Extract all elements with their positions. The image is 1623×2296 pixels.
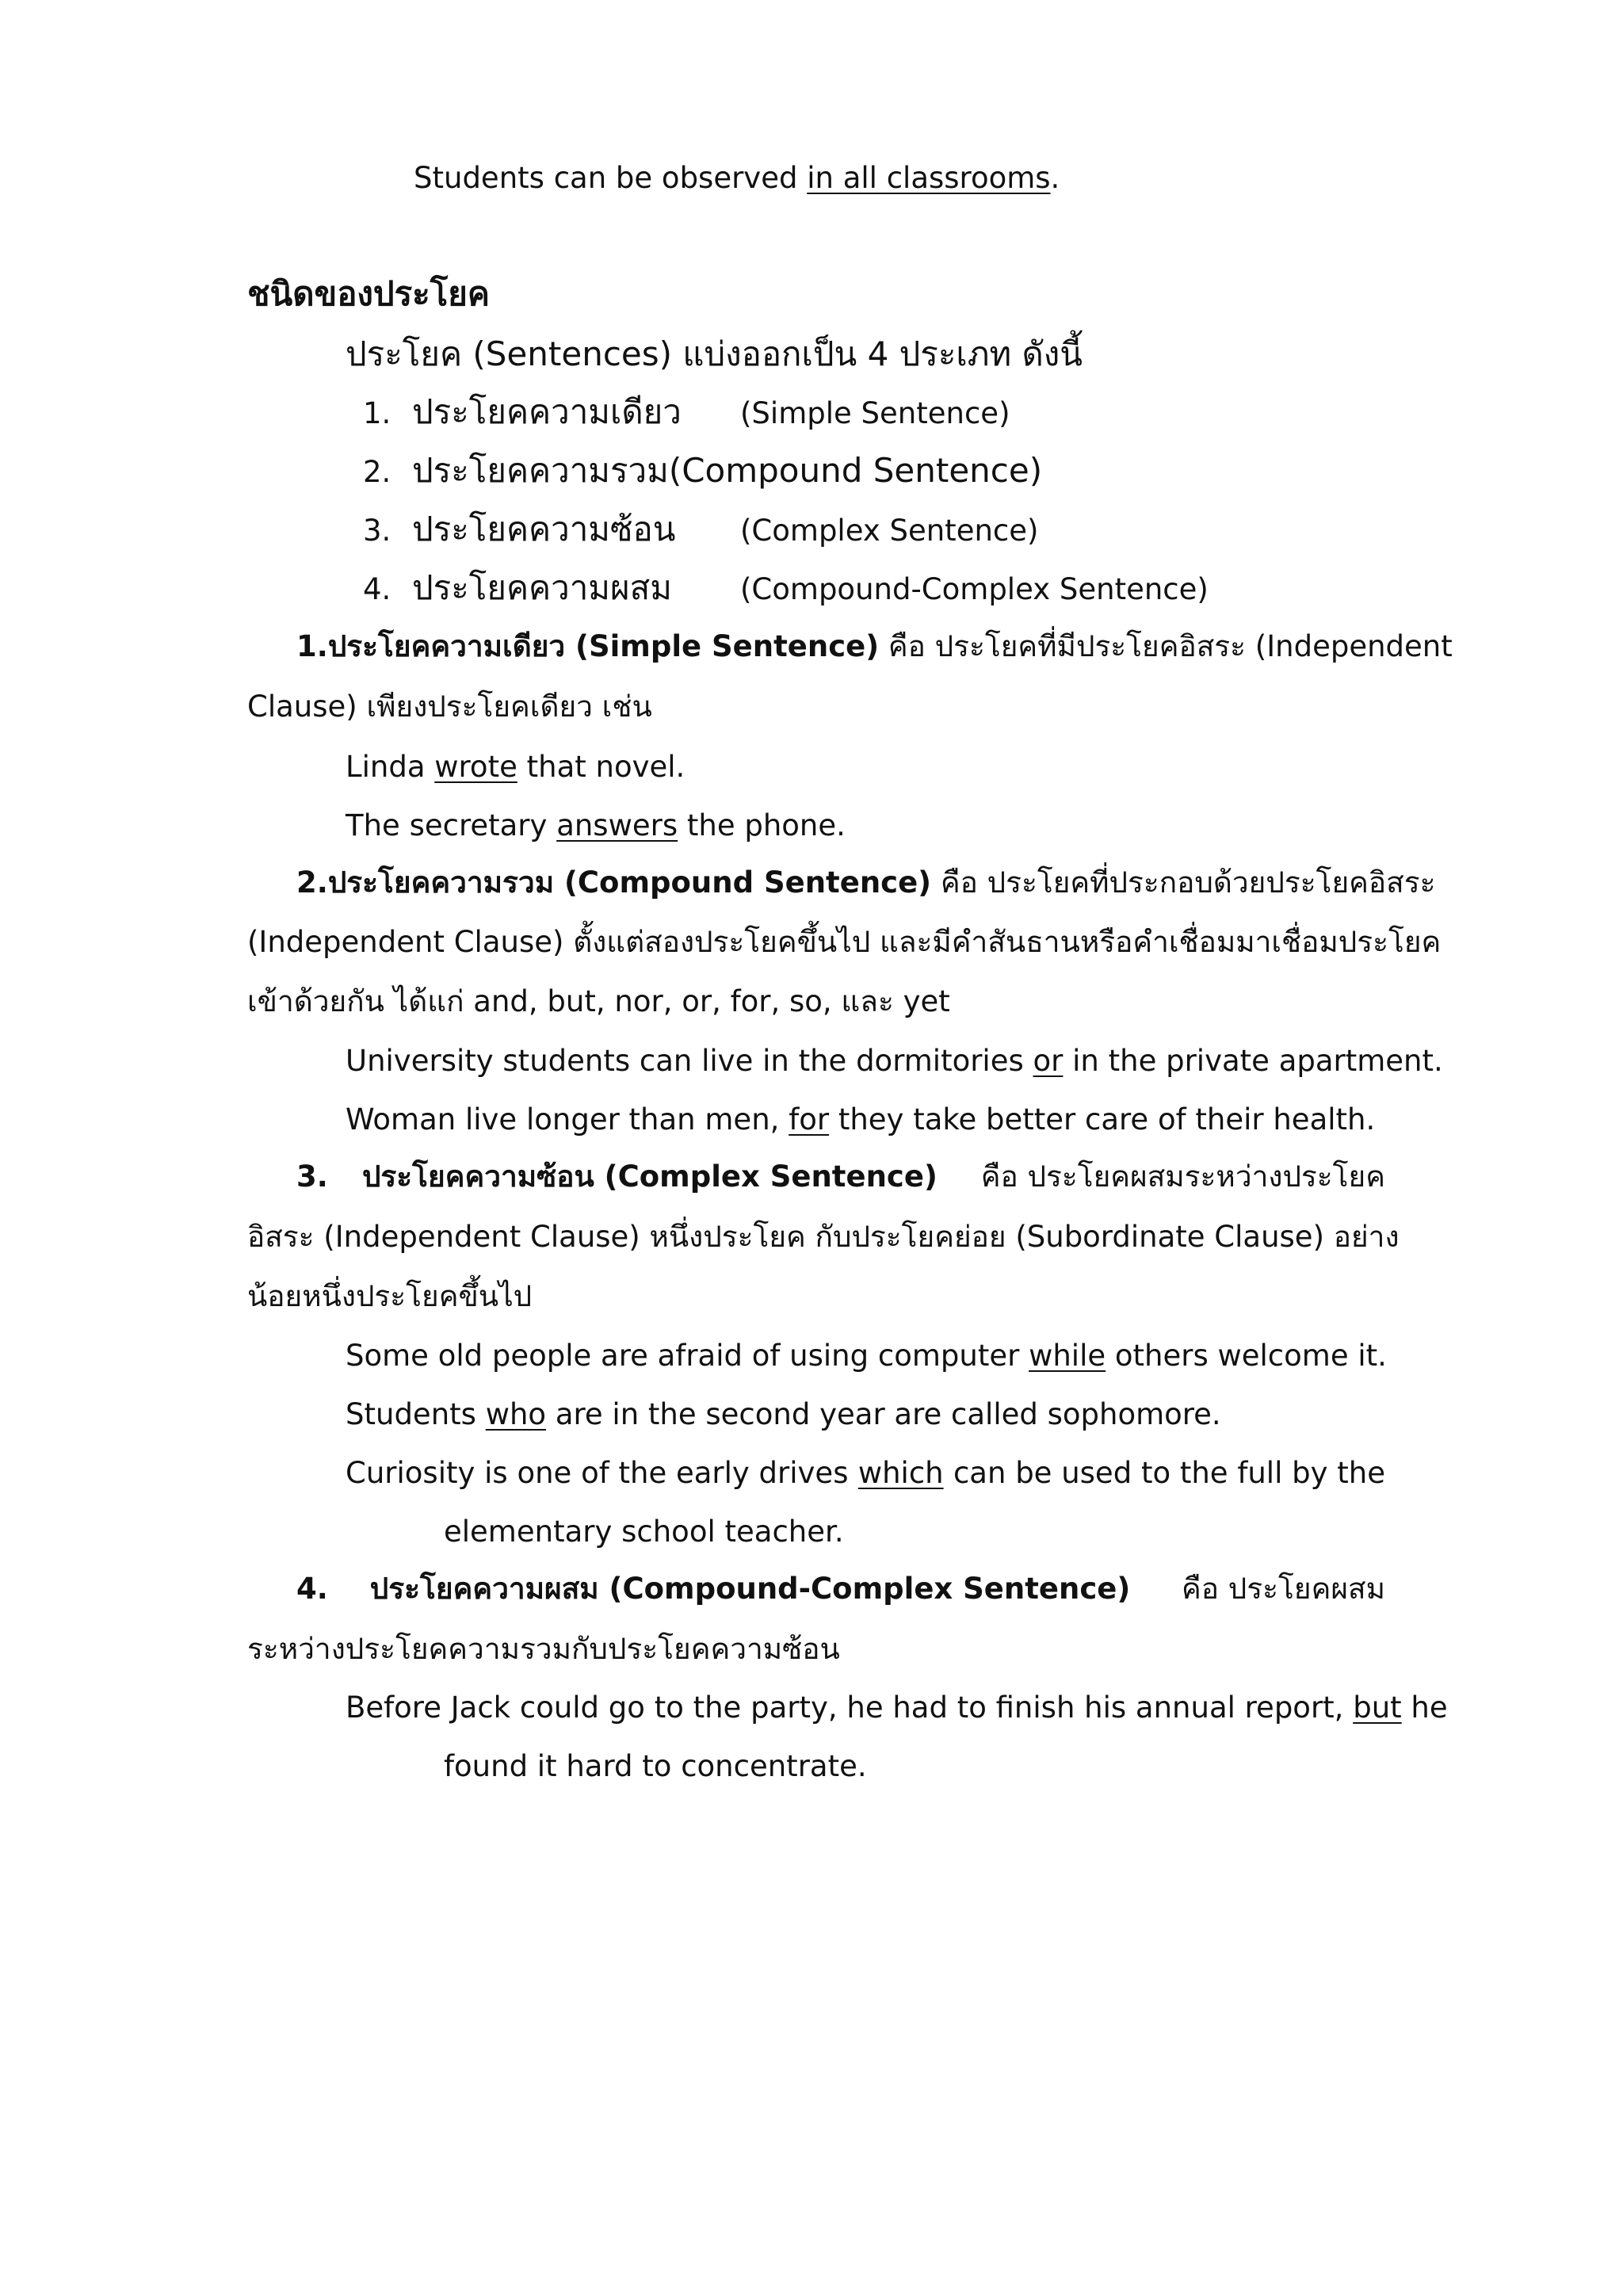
s4-rest: คือ ประโยคผสม: [1172, 1572, 1385, 1606]
list-item: [363, 457, 391, 487]
intro-underlined: in all classrooms: [807, 161, 1051, 195]
s3-example-1: Some old people are afraid of using computer while others welcome it.: [346, 1339, 1387, 1373]
list-item: [363, 572, 391, 606]
s3-example-2: Students who are in the second year are called sophomore.: [346, 1397, 1221, 1431]
s2-example-2: Woman live longer than men, for they take better care of their health.: [346, 1102, 1376, 1137]
s1-rest: คือ ประโยคที่มีประโยคอิสระ (Independent: [879, 629, 1453, 663]
list-item-th: ประโยคความรวม(Compound Sentence): [412, 451, 1043, 490]
section-heading: ชนิดของประโยค: [247, 274, 490, 313]
s3-example-3: Curiosity is one of the early drives which can be used to the full by the: [346, 1456, 1385, 1490]
s2-ex1-underlined: or: [1033, 1044, 1064, 1078]
summary-line: ประโยค (Sentences) แบ่งออกเป็น 4 ประเภท ดังนี้: [346, 334, 1083, 373]
s3-example-3-cont: elementary school teacher.: [444, 1515, 844, 1549]
s3-ex1-underlined: while: [1029, 1339, 1106, 1373]
s2-rest: คือ ประโยคที่ประกอบด้วยประโยคอิสระ: [931, 865, 1436, 900]
intro-sentence: [414, 163, 1060, 193]
list-item: [363, 396, 391, 430]
s3-num: 3.: [296, 1159, 328, 1194]
s2-ex2-underlined: for: [789, 1102, 830, 1137]
s3-line2: อิสระ (Independent Clause) หนึ่งประโยค กับประโยคย่อย (Subordinate Clause) อย่าง: [247, 1220, 1400, 1254]
list-num: 1.: [363, 396, 391, 430]
s1-title: ประโยคความเดียว (Simple Sentence): [327, 629, 880, 663]
s4-example-1-cont: found it hard to concentrate.: [444, 1749, 867, 1783]
s2-title: ประโยคความรวม (Compound Sentence): [327, 865, 932, 900]
s2-heading-line: [296, 865, 1436, 900]
s2-line2: (Independent Clause) ตั้งแต่สองประโยคขึ้นไป และมีคำสันธานหรือคำเชื่อมมาเชื่อมประโยค: [247, 925, 1442, 959]
s4-ex1-underlined: but: [1353, 1690, 1402, 1725]
list-item-en: (Complex Sentence): [740, 514, 1039, 548]
s3-ex2-underlined: who: [485, 1397, 547, 1431]
intro-post: .: [1050, 161, 1060, 195]
list-item-th: ประโยคความผสม: [412, 568, 672, 607]
s1-heading-line: [296, 629, 1453, 663]
s1-example-2: The secretary answers the phone.: [346, 808, 846, 842]
list-item-th: ประโยคความซ้อน: [412, 510, 676, 548]
s4-line2: ระหว่างประโยคความรวมกับประโยคความซ้อน: [247, 1632, 840, 1666]
list-item-th: ประโยคความเดียว: [412, 392, 682, 431]
s1-example-1: Linda wrote that novel.: [346, 750, 685, 784]
list-item-en: (Compound-Complex Sentence): [740, 572, 1209, 606]
s3-title: ประโยคความซ้อน (Complex Sentence): [361, 1159, 938, 1194]
s2-example-1: University students can live in the dormitories or in the private apartment.: [346, 1044, 1443, 1078]
list-item: [363, 514, 391, 548]
s3-rest: คือ ประโยคผสมระหว่างประโยค: [972, 1159, 1385, 1194]
list-num: 3.: [363, 514, 391, 548]
s3-line3: น้อยหนึ่งประโยคขึ้นไป: [247, 1279, 533, 1313]
intro-pre: Students can be observed: [414, 161, 808, 195]
s4-heading-line: [296, 1572, 1385, 1606]
s4-title: ประโยคความผสม (Compound-Complex Sentence): [369, 1572, 1131, 1606]
list-num: 4.: [363, 572, 391, 606]
s1-num: 1.: [296, 629, 328, 663]
s3-ex3-underlined: which: [857, 1456, 944, 1490]
s1-ex2-underlined: answers: [556, 808, 678, 842]
list-item-en: (Simple Sentence): [740, 396, 1010, 430]
s4-num: 4.: [296, 1572, 328, 1606]
list-num: 2.: [363, 455, 391, 489]
s4-example-1: Before Jack could go to the party, he had to finish his annual report, but he: [346, 1690, 1448, 1725]
s1-line2: Clause) เพียงประโยคเดียว เช่น: [247, 690, 652, 724]
s2-num: 2.: [296, 865, 328, 900]
s1-ex1-underlined: wrote: [434, 750, 517, 784]
s3-heading-line: [296, 1159, 1385, 1194]
s2-line3: เข้าด้วยกัน ได้แก่ and, but, nor, or, for, so, และ yet: [247, 984, 950, 1018]
